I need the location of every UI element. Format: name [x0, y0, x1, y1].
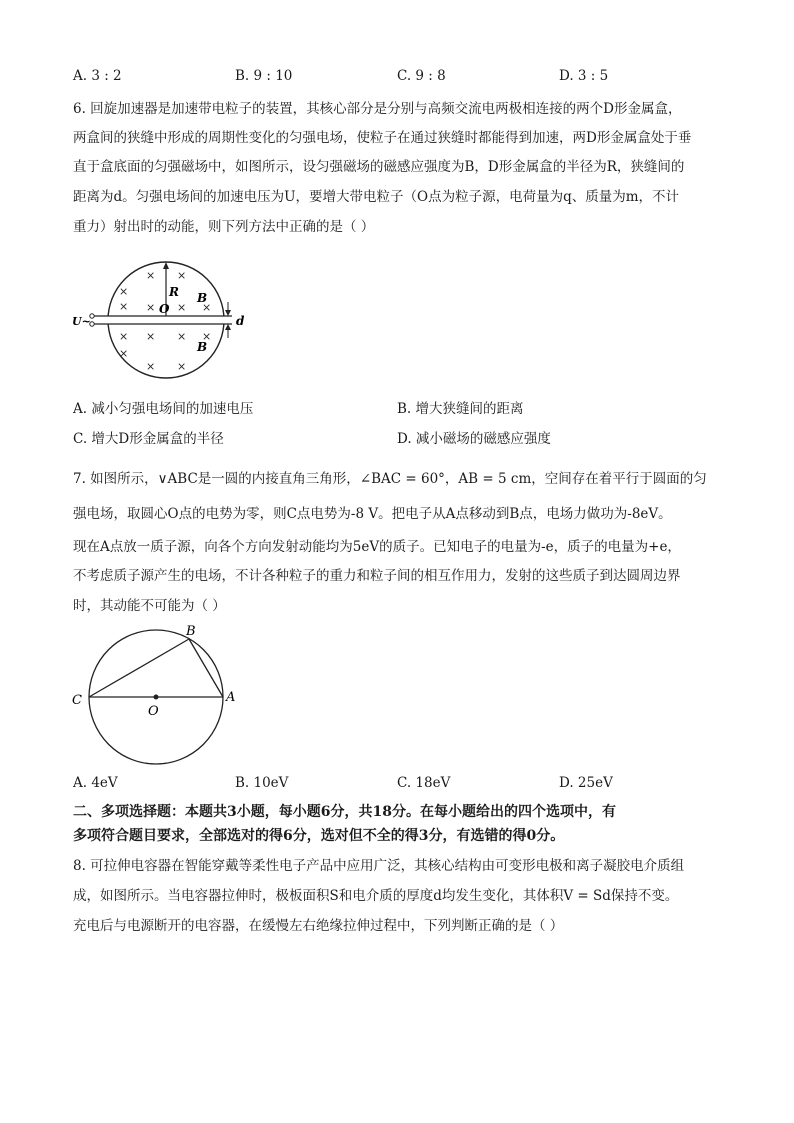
cross-mark: × [177, 269, 187, 282]
label-b-bottom: B [197, 340, 208, 354]
q8-text-line: 8. 可拉伸电容器在智能穿戴等柔性电子产品中应用广泛，其核心结构由可变形电极和离子凝胶电介质组 [73, 858, 685, 874]
cross-mark: × [146, 301, 156, 314]
q7-text-line: 7. 如图所示，∨ABC是一圆的内接直角三角形，∠BAC = 60°，AB = 5 cm，空间存在着平行于圆面的匀 [73, 471, 707, 487]
cross-mark: × [146, 269, 156, 282]
cross-mark: × [202, 330, 212, 343]
center-dot [154, 695, 159, 700]
q7-option-d[interactable]: D. 25eV [559, 775, 613, 791]
cross-mark: × [146, 360, 156, 373]
cross-mark: × [119, 285, 129, 298]
cross-mark: × [177, 330, 187, 343]
cross-mark: × [119, 347, 129, 360]
q5-option-a[interactable]: A. 3 : 2 [73, 68, 122, 84]
section-heading: 二、多项选择题：本题共3小题，每小题6分，共18分。在每小题给出的四个选项中，有 [73, 804, 616, 820]
q5-options [73, 66, 733, 86]
q6-options-row-1 [73, 399, 733, 419]
q6-text-line: 距离为d。匀强电场间的加速电压为U，要增大带电粒子（O点为粒子源，电荷量为q、质量为m，不计 [73, 189, 680, 205]
q5-option-d[interactable]: D. 3 : 5 [559, 68, 609, 84]
q7-text-line: 不考虑质子源产生的电场，不计各种粒子的重力和粒子间的相互作用力，发射的这些质子到达圆周边界 [73, 568, 681, 584]
cross-mark: × [146, 330, 156, 343]
label-u: U~ [72, 315, 91, 328]
q6-option-c[interactable]: C. 增大D形金属盒的半径 [73, 431, 224, 447]
label-o: O [148, 704, 159, 719]
q6-option-d[interactable]: D. 减小磁场的磁感应强度 [397, 431, 551, 447]
cross-mark: × [119, 330, 129, 343]
q6-text-line: 重力）射出时的动能，则下列方法中正确的是（ ） [73, 219, 375, 235]
label-d: d [236, 314, 245, 328]
triangle-circle-figure [68, 620, 248, 770]
label-b-top: B [197, 291, 208, 305]
q8-text-line: 充电后与电源断开的电容器，在缓慢左右绝缘拉伸过程中，下列判断正确的是（ ） [73, 918, 564, 934]
label-a: A [226, 690, 236, 705]
q6-text-line: 直于盒底面的匀强磁场中，如图所示，设匀强磁场的磁感应强度为B，D形金属盒的半径为R，狭缝间的 [73, 159, 685, 175]
chord-ba [189, 639, 223, 697]
label-b: B [186, 624, 196, 639]
cyclotron-figure [70, 258, 255, 388]
q8-text-line: 成，如图所示。当电容器拉伸时，极板面积S和电介质的厚度d均发生变化，其体积V = Sd保持不变。 [73, 888, 679, 904]
q7-text-line: 现在A点放一质子源，向各个方向发射动能均为5eV的质子。已知电子的电量为-e，质子的电量为+e， [73, 539, 681, 555]
cross-mark: × [202, 301, 212, 314]
q6-options-row-2 [73, 429, 733, 449]
section-heading: 多项符合题目要求，全部选对的得6分，选对但不全的得3分，有选错的得0分。 [73, 828, 565, 844]
q5-option-c[interactable]: C. 9 : 8 [397, 68, 446, 84]
q7-option-c[interactable]: C. 18eV [397, 775, 451, 791]
q6-text-line: 6. 回旋加速器是加速带电粒子的装置，其核心部分是分别与高频交流电两极相连接的两个D形金属盒， [73, 101, 682, 117]
q7-option-a[interactable]: A. 4eV [73, 775, 118, 791]
label-c: C [72, 693, 82, 708]
q5-option-b[interactable]: B. 9 : 10 [235, 68, 293, 84]
q7-text-line: 强电场，取圆心O点的电势为零，则C点电势为-8 V。把电子从A点移动到B点，电场力做功为-8eV。 [73, 506, 672, 522]
q7-option-b[interactable]: B. 10eV [235, 775, 289, 791]
q7-options [73, 773, 733, 793]
cross-mark: × [177, 360, 187, 373]
chord-cb [89, 639, 189, 697]
cross-mark: × [177, 301, 187, 314]
q6-text-line: 两盒间的狭缝中形成的周期性变化的匀强电场，使粒子在通过狭缝时都能得到加速，两D形金属盒处于垂 [73, 130, 692, 146]
label-o: O [159, 302, 170, 316]
q7-text-line: 时，其动能不可能为（ ） [73, 598, 226, 614]
q6-option-b[interactable]: B. 增大狭缝间的距离 [397, 401, 524, 417]
q6-option-a[interactable]: A. 减小匀强电场间的加速电压 [73, 401, 254, 417]
cross-mark: × [119, 300, 129, 313]
label-r: R [169, 285, 179, 299]
